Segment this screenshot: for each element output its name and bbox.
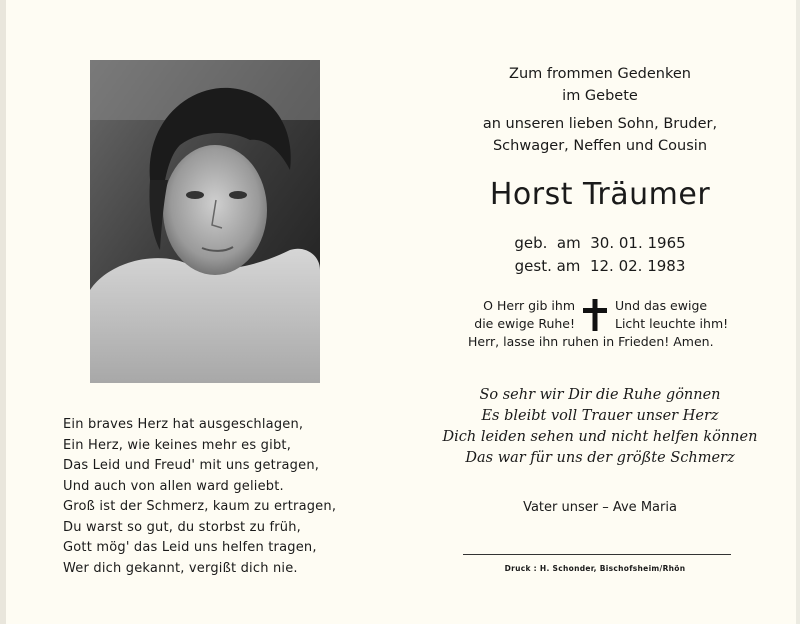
card-edge-left [0, 0, 6, 624]
divider [463, 554, 731, 555]
deceased-name: Horst Träumer [489, 177, 711, 212]
portrait-image [90, 60, 320, 383]
birth-date: geb. am 30. 01. 1965 [514, 234, 686, 252]
prayer-line: Herr, lasse ihn ruhen in Frieden! Amen. [468, 334, 714, 349]
poem-line: Groß ist der Schmerz, kaum zu ertragen, [63, 499, 337, 514]
cross-icon [581, 299, 609, 331]
death-date: gest. am 12. 02. 1983 [514, 257, 686, 275]
dedication-line: im Gebete [562, 88, 638, 104]
prayer-left [455, 297, 575, 333]
poem [63, 415, 363, 579]
prayer-line: Und das ewige [615, 298, 708, 313]
verse-line: So sehr wir Dir die Ruhe gönnen [479, 387, 721, 403]
poem-line: Du warst so gut, du storbst zu früh, [63, 519, 302, 535]
printer-credit: Druck : H. Schonder, Bischofsheim/Rhön [504, 564, 686, 573]
dedication-line: Schwager, Neffen und Cousin [492, 138, 708, 154]
poem-line: Und auch von allen ward geliebt. [63, 478, 284, 494]
poem-line: Das Leid und Freud' mit uns getragen, [63, 458, 320, 473]
verse-line: Es bleibt voll Trauer unser Herz [481, 408, 719, 424]
life-dates [430, 232, 770, 278]
prayer-line: die ewige Ruhe! [474, 316, 575, 331]
poem-line: Ein Herz, wie keines mehr es gibt, [63, 437, 292, 453]
dedication-line: an unseren lieben Sohn, Bruder, [482, 116, 718, 132]
poem-line: Gott mög' das Leid uns helfen tragen, [63, 540, 317, 555]
card-edge-right [796, 0, 800, 624]
poem-line: Ein braves Herz hat ausgeschlagen, [63, 417, 304, 432]
verse-line: Dich leiden sehen und nicht helfen können [442, 429, 758, 445]
dedication-line: Zum frommen Gedenken [509, 66, 691, 82]
prayer-right [615, 297, 755, 333]
portrait-photo [90, 60, 320, 383]
closing-prayers: Vater unser – Ave Maria [523, 500, 677, 515]
prayer-line: O Herr gib ihm [483, 298, 575, 313]
verse-line: Das war für uns der größte Schmerz [465, 450, 735, 466]
dedication [430, 63, 770, 157]
verse [430, 385, 770, 469]
prayer-line: Licht leuchte ihm! [615, 316, 729, 331]
poem-line: Wer dich gekannt, vergißt dich nie. [63, 560, 298, 576]
